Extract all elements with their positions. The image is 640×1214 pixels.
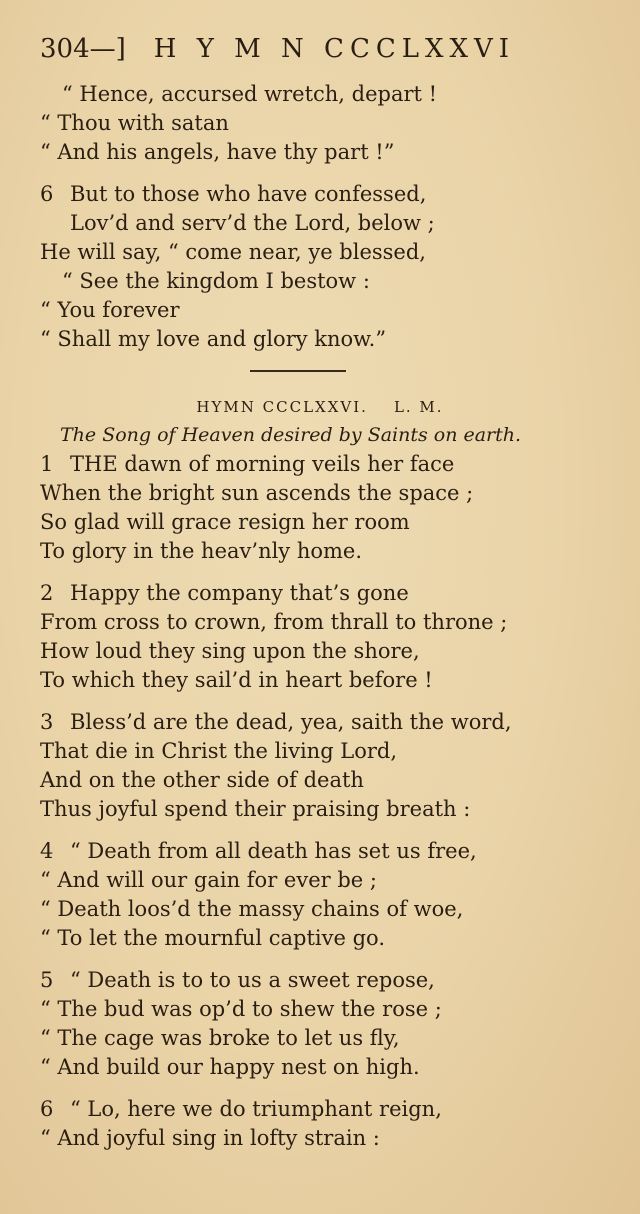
verse-line: He will say, “ come near, ye blessed,: [40, 240, 426, 264]
verse-line: To glory in the heav’nly home.: [40, 539, 363, 563]
verse-line: “ And his angels, have thy part !”: [40, 140, 395, 164]
verse-line: [40, 1095, 620, 1124]
stanza-3: [40, 708, 620, 824]
verse-line: And on the other side of death: [40, 768, 364, 792]
verse-line: “ And joyful sing in lofty strain :: [40, 1126, 380, 1150]
running-title: H Y M N CCCLXXVI: [153, 34, 516, 64]
verse-text: Bless’d are the dead, yea, saith the word,: [70, 710, 512, 734]
verse-line: [40, 579, 620, 608]
verse-line: “ And will our gain for ever be ;: [40, 868, 377, 892]
stanza-4: [40, 837, 620, 953]
verse-text: THE dawn of morning veils her face: [70, 452, 455, 476]
stanza-6-previous: [40, 180, 620, 354]
stanza-6: [40, 1095, 620, 1153]
stanza-number: 4: [40, 839, 54, 863]
verse-text: “ Lo, here we do triumphant reign,: [70, 1097, 442, 1121]
verse-line: To which they sail’d in heart before !: [40, 668, 433, 692]
verse-text: “ Death is to to us a sweet repose,: [70, 968, 435, 992]
stanza-1: [40, 450, 620, 566]
verse-text: But to those who have confessed,: [70, 182, 427, 206]
section-divider: [250, 370, 346, 372]
verse-line: “ You forever: [40, 298, 180, 322]
verse-line: [40, 837, 620, 866]
verse-line: From cross to crown, from thrall to throne ;: [40, 610, 508, 634]
stanza-number: 1: [40, 452, 54, 476]
stanza-number: 2: [40, 581, 54, 605]
verse-line: “ And build our happy nest on high.: [40, 1055, 420, 1079]
page-number: 304—]: [40, 34, 126, 64]
stanza-continued: [40, 80, 620, 167]
verse-line: Lov’d and serv’d the Lord, below ;: [70, 211, 435, 235]
verse-line: So glad will grace resign her room: [40, 510, 410, 534]
verse-line: “ Shall my love and glory know.”: [40, 327, 387, 351]
verse-line: [40, 708, 620, 737]
stanza-number: 5: [40, 968, 54, 992]
verse-line: “ Thou with satan: [40, 111, 229, 135]
running-head: [40, 34, 620, 64]
verse-line: How loud they sing upon the shore,: [40, 639, 420, 663]
verse-line: “ Death loos’d the massy chains of woe,: [40, 897, 464, 921]
verse-line: [40, 180, 620, 209]
verse-text: “ Death from all death has set us free,: [70, 839, 477, 863]
verse-text: Happy the company that’s gone: [70, 581, 409, 605]
hymn-meter: L. M.: [393, 398, 444, 416]
verse-line: “ To let the mournful captive go.: [40, 926, 386, 950]
stanza-5: [40, 966, 620, 1082]
stanza-2: [40, 579, 620, 695]
hymn-heading: [40, 398, 620, 416]
verse-line: [40, 450, 620, 479]
hymn-number: HYMN CCCLXXVI.: [196, 398, 368, 416]
hymn-subtitle: The Song of Heaven desired by Saints on earth.: [60, 424, 522, 446]
verse-line: [40, 966, 620, 995]
verse-line: “ The cage was broke to let us fly,: [40, 1026, 400, 1050]
stanza-number: 6: [40, 1097, 54, 1121]
stanza-number: 3: [40, 710, 54, 734]
stanza-number: 6: [40, 182, 54, 206]
verse-line: That die in Christ the living Lord,: [40, 739, 398, 763]
verse-line: Thus joyful spend their praising breath :: [40, 797, 471, 821]
verse-line: “ The bud was op’d to shew the rose ;: [40, 997, 442, 1021]
verse-line: “ Hence, accursed wretch, depart !: [62, 82, 438, 106]
verse-line: “ See the kingdom I bestow :: [62, 269, 370, 293]
verse-line: When the bright sun ascends the space ;: [40, 481, 474, 505]
